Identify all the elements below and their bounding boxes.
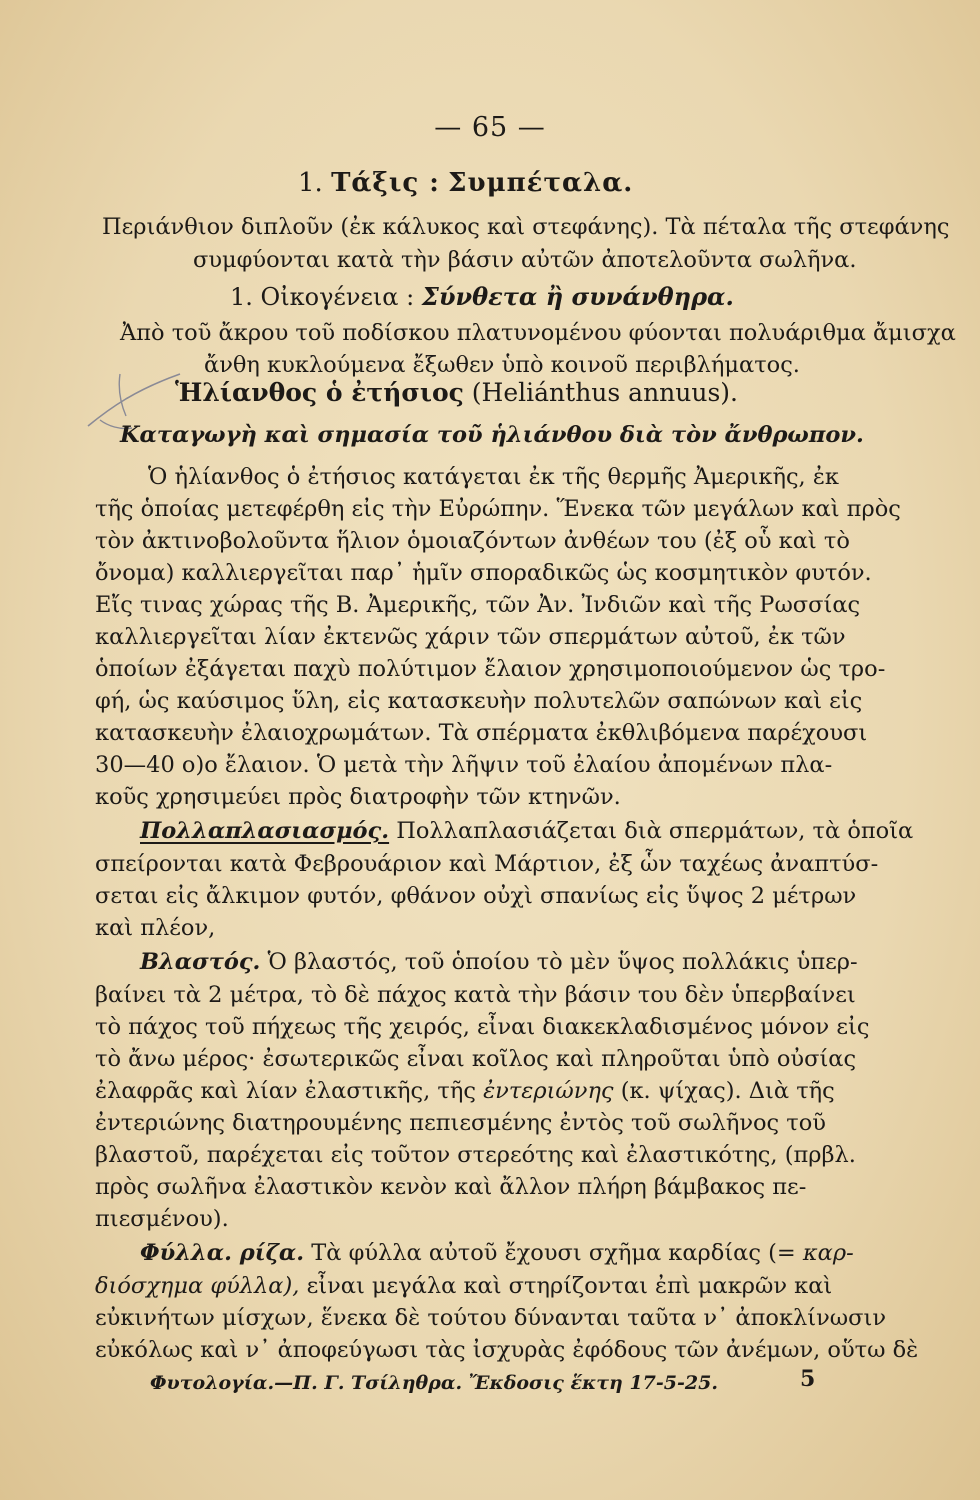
paragraph-line: βαίνει τὰ 2 μέτρα, τὸ δὲ πάχος κατὰ τὴν βάσιν του δὲν ὑπερβαίνει [95,982,856,1008]
paragraph-line: εὐκόλως καὶ ν᾽ ἀποφεύγωσι τὰς ἰσχυρὰς ἐφόδους τῶν ἀνέμων, οὕτω δὲ [95,1337,919,1363]
family-number: 1. [230,283,253,311]
leaves-text: εἶναι μεγάλα καὶ στηρίζονται ἐπὶ μακρῶν καὶ [306,1273,833,1299]
leaves-label: Φύλλα. ρίζα. [140,1240,305,1266]
paragraph-line: εὐκινήτων μίσχων, ἕνεκα δὲ τούτου δύνανται ταῦτα ν᾽ ἀποκλίνωσιν [95,1305,886,1331]
paragraph-line: κατασκευὴν ἐλαιοχρωμάτων. Τὰ σπέρματα ἐκθλιβόμενα παρέχουσι [95,720,868,746]
stem-label: Βλαστός. [140,949,261,975]
paragraph-line: σπείρονται κατὰ Φεβρουάριον καὶ Μάρτιον, ἐξ ὧν ταχέως ἀναπτύσ- [95,851,879,877]
paragraph-line: τὸ πάχος τοῦ πήχεως τῆς χειρός, εἶναι διακεκλαδισμένος μόνον εἰς [95,1014,870,1040]
stem-italic-term: ἐντεριώνης [483,1078,614,1104]
leaves-italic: καρ- [802,1240,854,1266]
stem-text-part: (κ. ψίχας). Διὰ τῆς [620,1078,835,1104]
class-heading [298,168,633,198]
page-number: — 65 — [434,112,546,143]
paragraph-line: Εἴς τινας χώρας τῆς Β. Ἀμερικῆς, τῶν Ἀν. Ἰνδιῶν καὶ τῆς Ρωσσίας [95,592,861,618]
paragraph-line: βλαστοῦ, παρέχεται εἰς τοῦτον στερεότης καὶ ἐλαστικότης, (πρβλ. [95,1142,856,1168]
paragraph-line: τῆς ὁποίας μετεφέρθη εἰς τὴν Εὐρώπην. Ἕνεκα τῶν μεγάλων καὶ πρὸς [95,496,901,522]
paragraph-line: ὄνομα) καλλιεργεῖται παρ᾽ ἡμῖν σποραδικῶς ὡς κοσμητικὸν φυτόν. [95,560,872,586]
species-heading [175,378,738,408]
paragraph-line: κοῦς χρησιμεύει πρὸς διατροφὴν τῶν κτηνῶν. [95,784,621,810]
class-label: Τάξις : [331,168,440,198]
paragraph-line: ὁποίων ἐξάγεται παχὺ πολύτιμον ἔλαιον χρησιμοποιούμενον ὡς τρο- [95,656,886,682]
paragraph-line: καὶ πλέον, [95,915,216,941]
family-heading [230,282,734,312]
footer-citation: Φυτολογία.—Π. Γ. Τσίληθρα. Ἔκδοσις ἕκτη 17-5-25. [150,1372,718,1394]
stem-text-part: ἐλαφρᾶς καὶ λίαν ἐλαστικῆς, τῆς [95,1078,476,1104]
family-name: Σύνθετα ἢ συνάνθηρα. [421,282,734,311]
paragraph-line: πρὸς σωλῆνα ἐλαστικὸν κενὸν καὶ ἄλλον πλήρη βάμβακος πε- [95,1174,807,1200]
leaves-first-line [140,1238,854,1268]
paragraph-line: ἐντεριώνης διατηρουμένης πεπιεσμένης ἐντὸς τοῦ σωλῆνος τοῦ [95,1110,826,1136]
signature-number: 5 [800,1366,816,1392]
stem-text: Ὁ βλαστός, τοῦ ὁποίου τὸ μὲν ὕψος πολλάκις ὑπερ- [267,949,858,975]
paragraph-line: σεται εἰς ἄλκιμον φυτόν, φθάνον οὐχὶ σπανίως εἰς ὕψος 2 μέτρων [95,883,857,909]
propagation-label: Πολλαπλασιασμός. [140,818,390,844]
paragraph-line [95,1271,832,1301]
class-description-line: Περιάνθιον διπλοῦν (ἐκ κάλυκος καὶ στεφάνης). Τὰ πέταλα τῆς στεφάνης [102,214,950,240]
leaves-italic: διόσχημα φύλλα), [95,1273,300,1299]
propagation-first-line [140,816,913,846]
paragraph-line: τὸ ἄνω μέρος· ἐσωτερικῶς εἶναι κοῖλος καὶ πληροῦται ὑπὸ οὐσίας [95,1046,857,1072]
class-description-line: συμφύονται κατὰ τὴν βάσιν αὐτῶν ἀποτελοῦντα σωλῆνα. [193,247,857,273]
paragraph-line [95,1076,835,1106]
paragraph-line: Ὁ ἡλίανθος ὁ ἐτήσιος κατάγεται ἐκ τῆς θερμῆς Ἀμερικῆς, ἐκ [148,464,839,490]
species-latin: (Heliánthus annuus). [471,378,739,407]
origin-heading: Καταγωγὴ καὶ σημασία τοῦ ἡλιάνθου διὰ τὸν ἄνθρωπον. [120,422,864,448]
propagation-text: Πολλαπλασιάζεται διὰ σπερμάτων, τὰ ὁποῖα [396,818,914,844]
class-name: Συμπέταλα. [448,168,634,198]
paragraph-line: πιεσμένου). [95,1206,229,1232]
family-description-line: ἄνθη κυκλούμενα ἔξωθεν ὑπὸ κοινοῦ περιβλήματος. [204,352,800,378]
paragraph-line: φή, ὡς καύσιμος ὕλη, εἰς κατασκευὴν πολυτελῶν σαπώνων καὶ εἰς [95,688,863,714]
paragraph-line: καλλιεργεῖται λίαν ἐκτενῶς χάριν τῶν σπερμάτων αὐτοῦ, ἐκ τῶν [95,624,846,650]
family-label: Οἰκογένεια : [260,283,415,311]
stem-first-line [140,947,858,977]
paragraph-line: 30—40 ο)ο ἔλαιον. Ὁ μετὰ τὴν λῆψιν τοῦ ἐλαίου ἀπομένων πλα- [95,752,833,778]
class-number: 1. [298,168,323,198]
leaves-text: Τὰ φύλλα αὐτοῦ ἔχουσι σχῆμα καρδίας (= [311,1240,796,1266]
species-name: Ἡλίανθος ὁ ἐτήσιος [175,378,464,407]
paragraph-line: τὸν ἀκτινοβολοῦντα ἥλιον ὁμοιαζόντων ἀνθέων του (ἐξ οὗ καὶ τὸ [95,528,850,554]
family-description-line: Ἀπὸ τοῦ ἄκρου τοῦ ποδίσκου πλατυνομένου φύονται πολυάριθμα ἄμισχα [120,320,956,346]
